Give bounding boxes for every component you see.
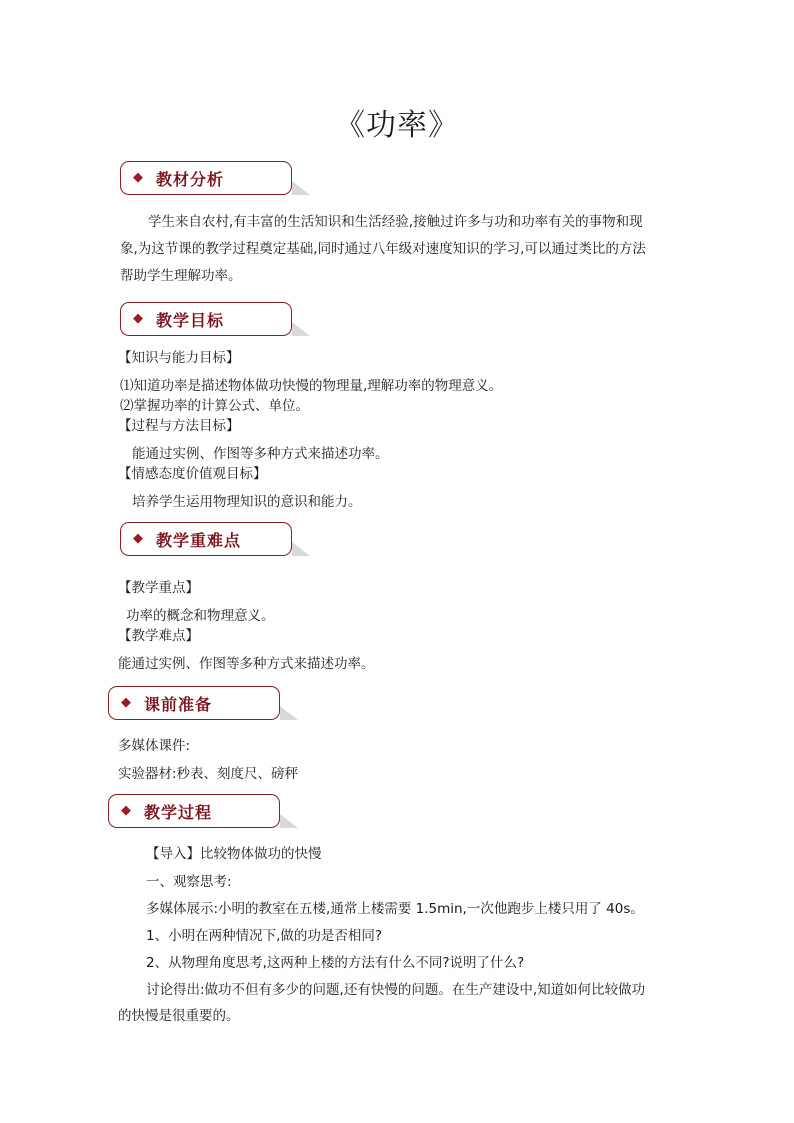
key-point-title: 【教学重点】 — [118, 580, 199, 596]
section-header-key-points — [120, 522, 310, 558]
section-heading: 教学过程 — [144, 803, 213, 822]
knowledge-item-1: ⑴知道功率是描述物体做功快慢的物理量,理解功率的物理意义。 — [120, 378, 503, 394]
section-heading: 教学目标 — [156, 311, 225, 330]
diamond-bullet-icon: ◆ — [121, 695, 131, 710]
diamond-bullet-icon: ◆ — [133, 170, 143, 185]
preparation-line-2: 实验器材:秒表、刻度尺、磅秤 — [118, 766, 299, 782]
process-item-1: 能通过实例、作图等多种方式来描述功率。 — [132, 446, 389, 462]
process-line-4: 1、小明在两种情况下,做的功是否相同? — [146, 928, 383, 944]
preparation-line-1: 多媒体课件: — [118, 738, 191, 754]
diamond-bullet-icon: ◆ — [133, 311, 143, 326]
process-line-2: 一、观察思考: — [146, 874, 232, 890]
process-title: 【过程与方法目标】 — [118, 418, 240, 434]
process-line-7: 的快慢是很重要的。 — [118, 1008, 240, 1024]
emotion-title: 【情感态度价值观目标】 — [118, 466, 267, 482]
section-heading: 教学重难点 — [156, 531, 242, 550]
key-point-item: 功率的概念和物理意义。 — [126, 608, 275, 624]
section-heading: 教材分析 — [156, 170, 225, 189]
difficulty-item: 能通过实例、作图等多种方式来描述功率。 — [118, 656, 375, 672]
process-line-3: 多媒体展示:小明的教室在五楼,通常上楼需要 1.5min,一次他跑步上楼只用了 40s。 — [146, 901, 644, 917]
analysis-line-2: 象,为这节课的教学过程奠定基础,同时通过八年级对速度知识的学习,可以通过类比的方法 — [120, 241, 646, 257]
diamond-bullet-icon: ◆ — [133, 531, 143, 546]
analysis-line-3: 帮助学生理解功率。 — [120, 268, 242, 284]
analysis-line-1: 学生来自农村,有丰富的生活知识和生活经验,接触过许多与功和功率有关的事物和现 — [148, 214, 643, 230]
section-header-preparation — [108, 686, 298, 722]
process-line-5: 2、从物理角度思考,这两种上楼的方法有什么不同?说明了什么? — [146, 955, 525, 971]
section-header-objectives — [120, 302, 310, 338]
section-header-process — [108, 794, 298, 830]
knowledge-item-2: ⑵掌握功率的计算公式、单位。 — [120, 398, 309, 414]
page-title: 《功率》 — [335, 108, 459, 143]
diamond-bullet-icon: ◆ — [121, 803, 131, 818]
process-line-1: 【导入】比较物体做功的快慢 — [146, 846, 322, 862]
emotion-item-1: 培养学生运用物理知识的意识和能力。 — [132, 494, 362, 510]
process-line-6: 讨论得出:做功不但有多少的问题,还有快慢的问题。在生产建设中,知道如何比较做功 — [146, 982, 646, 998]
knowledge-title: 【知识与能力目标】 — [118, 350, 240, 366]
section-heading: 课前准备 — [144, 695, 213, 714]
difficulty-title: 【教学难点】 — [118, 628, 199, 644]
section-header-analysis — [120, 161, 310, 197]
